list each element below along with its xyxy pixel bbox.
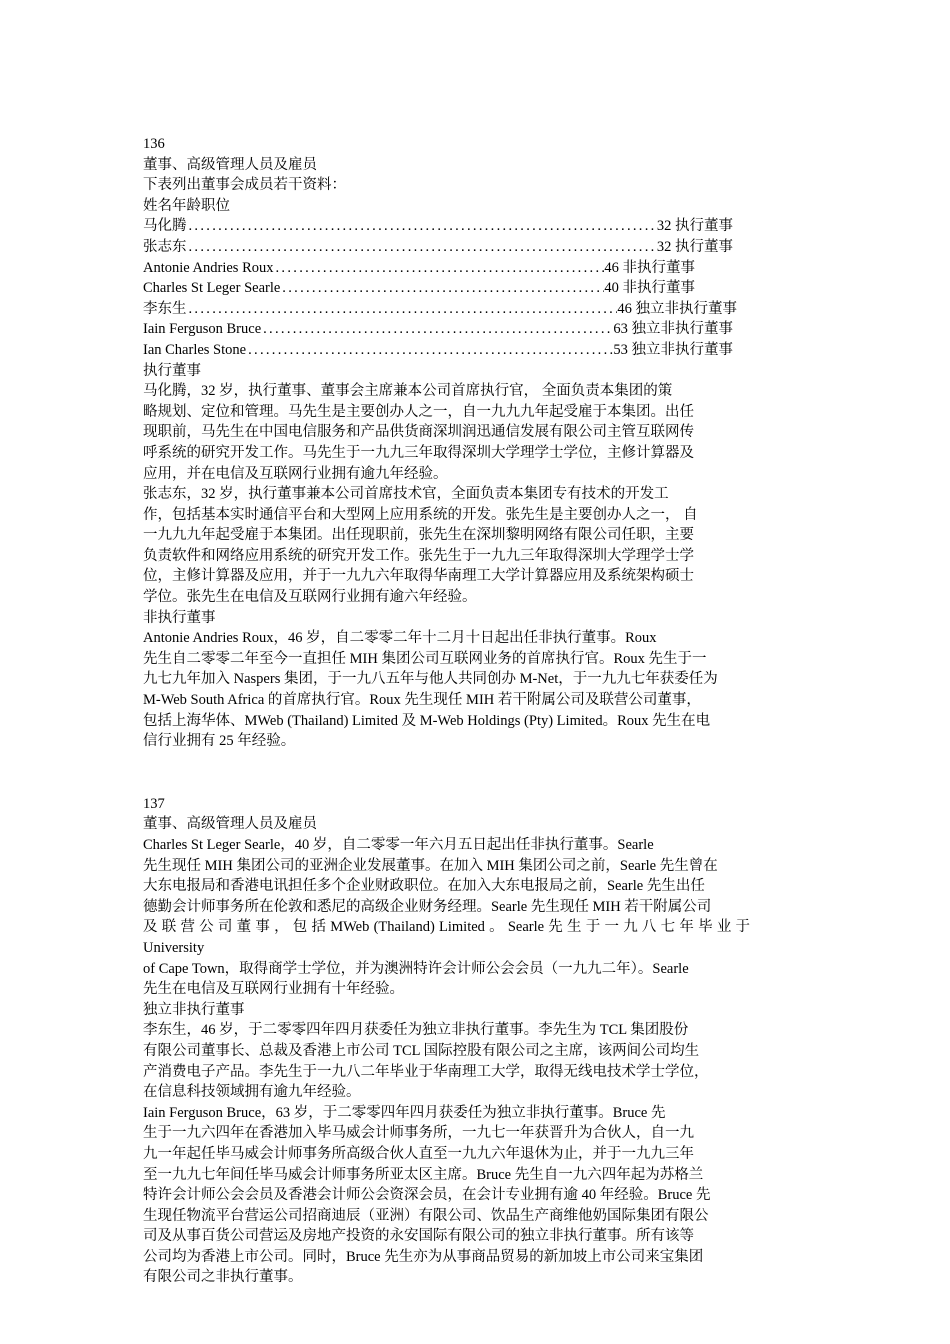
table-header: 姓名年龄职位 <box>143 197 230 214</box>
director-info: 63 独立非执行董事 <box>613 321 733 338</box>
bio-line: 有限公司董事长、总裁及香港上市公司 TCL 国际控股有限公司之主席，该两间公司均生 <box>143 1042 700 1059</box>
director-name: 张志东 <box>143 238 187 255</box>
bio-ma-huateng <box>143 381 811 484</box>
bio-line: of Cape Town，取得商学士学位，并为澳洲特许会计师公会会员（一九九二年）。Searle <box>143 960 689 977</box>
bio-line: University <box>143 939 205 956</box>
director-name: Antonie Andries Roux <box>143 259 274 276</box>
bio-line: 李东生，46 岁，于二零零四年四月获委任为独立非执行董事。李先生为 TCL 集团股份 <box>143 1022 689 1039</box>
bio-roux <box>143 628 811 752</box>
director-row <box>143 237 733 258</box>
bio-line: 九一年起任毕马威会计师事务所高级合伙人直至一九九六年退休为止，并于一九九三年 <box>143 1145 694 1162</box>
bio-line: 先生现任 MIH 集团公司的亚洲企业发展董事。在加入 MIH 集团公司之前，Searle 先生曾在 <box>143 857 718 874</box>
bio-zhang-zhidong <box>143 484 811 608</box>
dot-leader <box>187 216 657 237</box>
bio-line: 至一九九七年间任毕马威会计师事务所亚太区主席。Bruce 先生自一九六四年起为苏格兰 <box>143 1166 704 1183</box>
dot-leader <box>187 299 618 320</box>
bio-line: 略规划、定位和管理。马先生是主要创办人之一，自一九九九年起受雇于本集团。出任 <box>143 403 694 420</box>
document-page <box>143 134 811 1288</box>
director-info: 32 执行董事 <box>656 218 733 235</box>
bio-line: 作，包括基本实时通信平台和大型网上应用系统的开发。张先生是主要创办人之一， 自 <box>143 506 698 523</box>
director-name: 马化腾 <box>143 218 187 235</box>
director-row <box>143 216 733 237</box>
bio-line: Antonie Andries Roux，46 岁，自二零零二年十二月十日起出任非执行董事。Roux <box>143 630 657 647</box>
bio-line: 一九九九年起受雇于本集团。出任现职前，张先生在深圳黎明网络有限公司任职，主要 <box>143 527 694 544</box>
bio-line: 公司均为香港上市公司。同时，Bruce 先生亦为从事商品贸易的新加坡上市公司来宝集团 <box>143 1248 704 1265</box>
bio-line: 呼系统的研究开发工作。马先生于一九九三年取得深圳大学理学士学位，主修计算器及 <box>143 444 694 461</box>
bio-line: 大东电报局和香港电讯担任多个企业财政职位。在加入大东电报局之前，Searle 先生出任 <box>143 878 705 895</box>
bio-line: 应用，并在电信及互联网行业拥有逾九年经验。 <box>143 465 448 482</box>
bio-line: 负责软件和网络应用系统的研究开发工作。张先生于一九九三年取得深圳大学理学士学 <box>143 547 694 564</box>
bio-line: 先生自二零零二年至今一直担任 MIH 集团公司互联网业务的首席执行官。Roux 先生于一 <box>143 650 707 667</box>
bio-bruce <box>143 1103 811 1288</box>
page-number: 137 <box>143 795 165 812</box>
bio-line: 德勤会计师事务所在伦敦和悉尼的高级企业财务经理。Searle 先生现任 MIH 若干附属公司 <box>143 898 712 915</box>
intro-text: 下表列出董事会成员若干资料： <box>143 177 346 194</box>
bio-line: Iain Ferguson Bruce，63 岁，于二零零四年四月获委任为独立非执行董事。Bruce 先 <box>143 1104 666 1121</box>
director-row <box>143 340 733 361</box>
bio-line: M-Web South Africa 的首席执行官。Roux 先生现任 MIH 若干附属公司及联营公司董事， <box>143 692 701 709</box>
bio-line: Charles St Leger Searle，40 岁，自二零零一年六月五日起出任非执行董事。Searle <box>143 837 654 853</box>
bio-line: 九七九年加入 Naspers 集团，于一九八五年与他人共同创办 M-Net，于一九九七年获委任为 <box>143 671 718 688</box>
bio-line: 包括上海华体、MWeb (Thailand) Limited 及 M-Web Holdings (Pty) Limited。Roux 先生在电 <box>143 712 711 729</box>
bio-line: 司及从事百货公司营运及房地产投资的永安国际有限公司的独立非执行董事。所有该等 <box>143 1228 694 1245</box>
bio-line: 特许会计师公会会员及香港会计师公会资深会员，在会计专业拥有逾 40 年经验。Bruce 先 <box>143 1187 711 1204</box>
director-name: 李东生 <box>143 300 187 317</box>
bio-line: 位，主修计算器及应用，并于一九九六年取得华南理工大学计算器应用及系统架构硕士 <box>143 568 694 585</box>
director-row <box>143 258 695 279</box>
bio-line: 产消费电子产品。李先生于一九八二年毕业于华南理工大学，取得无线电技术学士学位， <box>143 1063 709 1080</box>
dot-leader <box>187 237 657 258</box>
nonexec-directors-heading: 非执行董事 <box>143 609 216 626</box>
dot-leader <box>261 319 613 340</box>
director-list <box>143 216 811 360</box>
bio-searle <box>143 835 811 1000</box>
bio-line: 学位。张先生在电信及互联网行业拥有逾六年经验。 <box>143 589 477 606</box>
bio-li-dongsheng <box>143 1020 811 1102</box>
director-name: Charles St Leger Searle <box>143 280 281 297</box>
bio-line: 现职前，马先生在中国电信服务和产品供货商深圳润迅通信发展有限公司主管互联网传 <box>143 424 694 441</box>
director-name: Iain Ferguson Bruce <box>143 321 262 338</box>
director-row <box>143 299 737 320</box>
section-heading: 董事、高级管理人员及雇员 <box>143 816 317 833</box>
dot-leader <box>274 258 605 279</box>
bio-line: 马化腾，32 岁，执行董事、董事会主席兼本公司首席执行官， 全面负责本集团的策 <box>143 383 673 400</box>
director-info: 53 独立非执行董事 <box>613 341 733 358</box>
section-heading: 董事、高级管理人员及雇员 <box>143 156 317 173</box>
bio-line: 张志东，32 岁，执行董事兼本公司首席技术官，全面负责本集团专有技术的开发工 <box>143 486 669 503</box>
bio-line: 在信息科技领域拥有逾九年经验。 <box>143 1084 361 1101</box>
bio-line: 有限公司之非执行董事。 <box>143 1269 303 1286</box>
bio-line: 先生在电信及互联网行业拥有十年经验。 <box>143 981 404 998</box>
page-number: 136 <box>143 136 165 152</box>
indep-directors-heading: 独立非执行董事 <box>143 1001 245 1018</box>
bio-line: 生现任物流平台营运公司招商迪辰（亚洲）有限公司、饮品生产商维他奶国际集团有限公 <box>143 1207 709 1224</box>
dot-leader <box>280 278 604 299</box>
director-info: 40 非执行董事 <box>604 280 695 297</box>
bio-line: 信行业拥有 25 年经验。 <box>143 733 296 750</box>
director-row <box>143 319 733 340</box>
director-name: Ian Charles Stone <box>143 341 247 358</box>
bio-line-justified: 及 联 营 公 司 董 事 ， 包 括 MWeb (Thailand) Limited 。 Searle 先 生 于 一 九 八 七 年 毕 业 于 <box>143 919 751 936</box>
bio-line: 生于一九六四年在香港加入毕马威会计师事务所，一九七一年获晋升为合伙人，自一九 <box>143 1125 694 1142</box>
dot-leader <box>246 340 613 361</box>
page-break-gap <box>143 752 811 794</box>
director-info: 46 独立非执行董事 <box>617 300 737 317</box>
director-info: 46 非执行董事 <box>604 259 695 276</box>
director-info: 32 执行董事 <box>656 238 733 255</box>
exec-directors-heading: 执行董事 <box>143 362 201 379</box>
director-row <box>143 278 695 299</box>
